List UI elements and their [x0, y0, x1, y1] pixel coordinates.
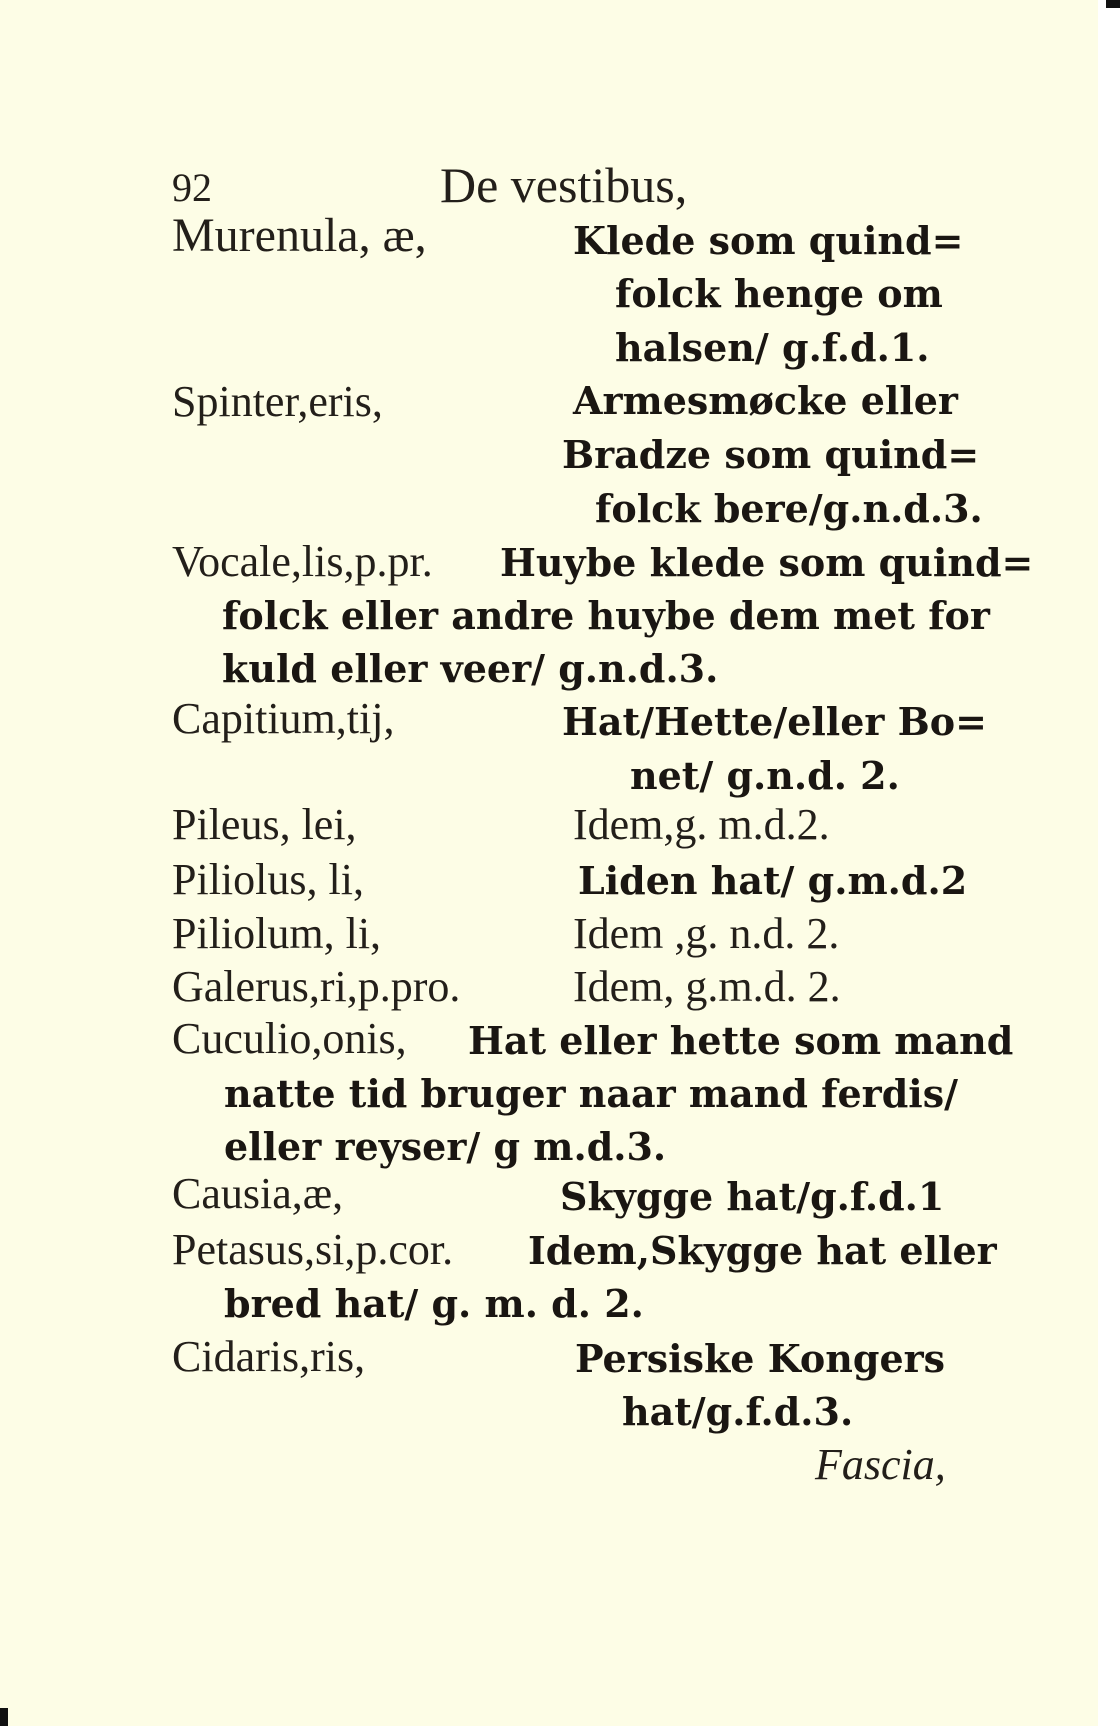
page-number: 92: [172, 165, 212, 210]
running-title: De vestibus,: [440, 157, 688, 213]
entry-gloss: Hat/Hette/eller Bo=: [562, 699, 987, 744]
entry-gloss: Idem ,g. n.d. 2.: [573, 909, 840, 958]
scan-edge-mark: [0, 1708, 8, 1726]
entry-term: Spinter,eris,: [172, 377, 383, 426]
scan-margin: [1098, 0, 1120, 1726]
entry-gloss: natte tid bruger naar mand ferdis/: [224, 1071, 958, 1116]
entry-term: Causia,æ,: [172, 1169, 344, 1218]
entry-term: Murenula, æ,: [172, 209, 427, 262]
entry-gloss: Persiske Kongers: [575, 1336, 946, 1381]
entry-gloss: hat/g.f.d.3.: [622, 1389, 854, 1434]
entry-term: Galerus,ri,p.pro.: [172, 962, 461, 1011]
entry-gloss: Idem,Skygge hat eller: [528, 1228, 997, 1273]
catchword: Fascia,: [815, 1440, 946, 1489]
entry-gloss: folck eller andre huybe dem met for: [222, 593, 990, 638]
entry-gloss: kuld eller veer/ g.n.d.3.: [222, 646, 719, 691]
entry-gloss: Idem,g. m.d.2.: [573, 800, 830, 849]
entry-term: Cidaris,ris,: [172, 1332, 366, 1381]
entry-term: Piliolum, li,: [172, 909, 382, 958]
entry-gloss: halsen/ g.f.d.1.: [615, 325, 930, 370]
entry-gloss: eller reyser/ g m.d.3.: [224, 1124, 667, 1169]
entry-gloss: Armesmøcke eller: [573, 378, 958, 423]
entry-gloss: folck henge om: [615, 271, 943, 316]
entry-gloss: Klede som quind=: [573, 218, 964, 263]
scan-edge-mark: [1106, 0, 1120, 8]
entry-gloss: Bradze som quind=: [562, 432, 980, 477]
entry-gloss: Idem, g.m.d. 2.: [573, 962, 841, 1011]
entry-term: Capitium,tij,: [172, 694, 395, 743]
entry-gloss: bred hat/ g. m. d. 2.: [224, 1281, 644, 1326]
entry-gloss: Liden hat/ g.m.d.2: [578, 858, 968, 903]
entry-gloss: Huybe klede som quind=: [500, 540, 1034, 585]
entry-gloss: net/ g.n.d. 2.: [630, 753, 900, 798]
entry-term: Petasus,si,p.cor.: [172, 1225, 454, 1274]
entry-gloss: Skygge hat/g.f.d.1: [560, 1174, 945, 1219]
entry-gloss: folck bere/g.n.d.3.: [595, 486, 983, 531]
entry-term: Cuculio,onis,: [172, 1014, 407, 1063]
entry-gloss: Hat eller hette som mand: [468, 1018, 1014, 1063]
entry-term: Vocale,lis,p.pr.: [172, 537, 433, 586]
entry-term: Pileus, lei,: [172, 800, 357, 849]
entry-term: Piliolus, li,: [172, 855, 364, 904]
